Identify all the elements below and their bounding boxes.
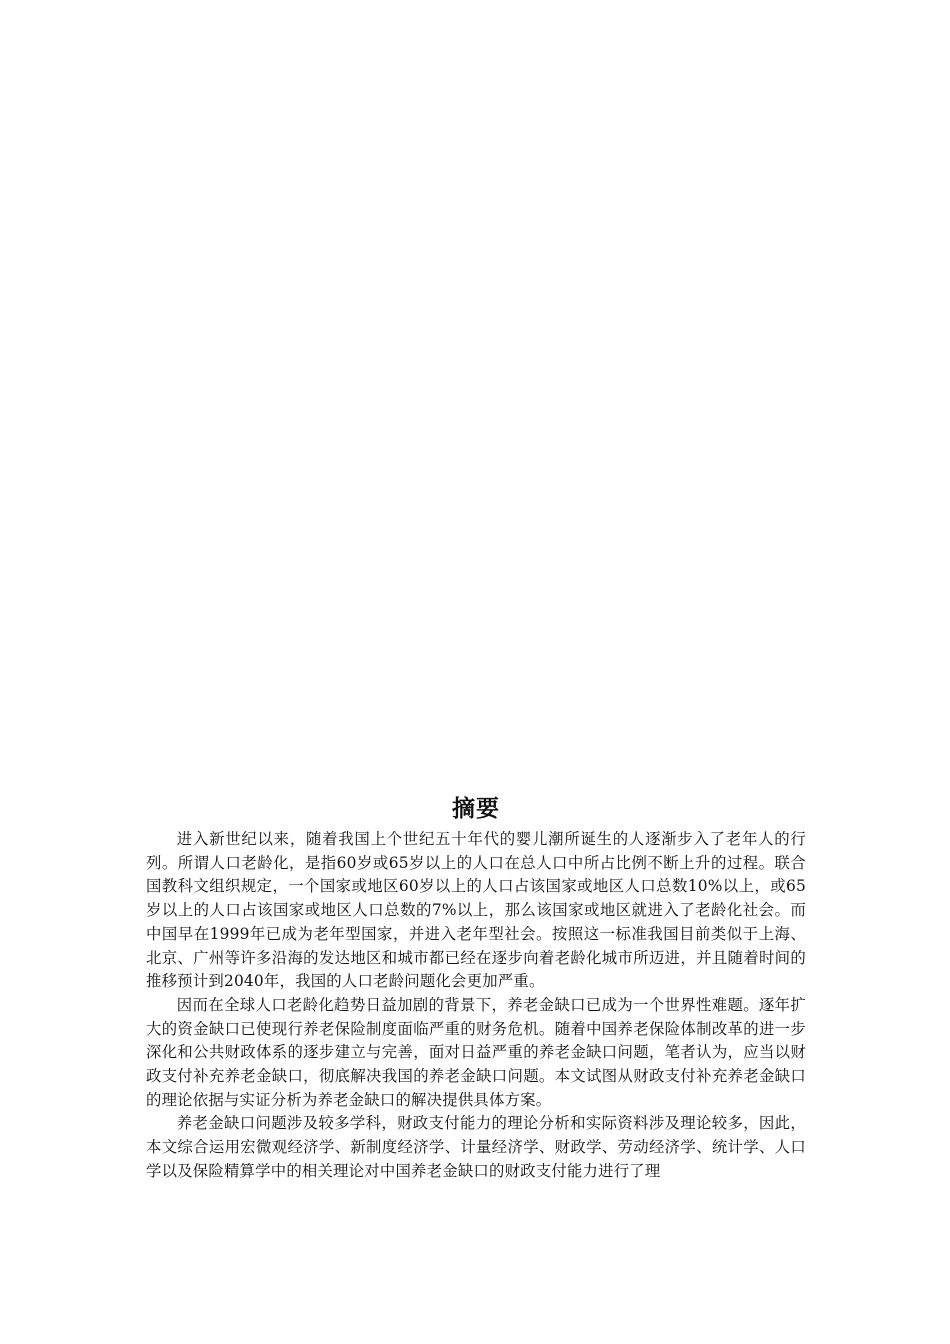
abstract-title: 摘要 [452, 796, 500, 822]
abstract-paragraph-3: 养老金缺口问题涉及较多学科，财政支付能力的理论分析和实际资料涉及理论较多，因此，本文综合运用宏微观经济学、新制度经济学、计量经济学、财政学、劳动经济学、统计学、人口学以及保险精算学中的相关理论对中国养老金缺口的财政支付能力进行了理 [146, 1114, 806, 1180]
abstract-paragraph-1: 进入新世纪以来，随着我国上个世纪五十年代的婴儿潮所诞生的人逐渐步入了老年人的行列。所谓人口老龄化，是指60岁或65岁以上的人口在总人口中所占比例不断上升的过程。联合国教科文组织规定，一个国家或地区60岁以上的人口占该国家或地区人口总数10%以上，或65岁以上的人口占该国家或地区人口总数的7%以上，那么该国家或地区就进入了老龄化社会。而中国早在1999年已成为老年型国家，并进入老年型社会。按照这一标准我国目前类似于上海、北京、广州等许多沿海的发达地区和城市都已经在逐步向着老龄化城市所迈进，并且随着时间的推移预计到2040年，我国的人口老龄问题化会更加严重。 [146, 830, 806, 991]
abstract-section [146, 792, 806, 1184]
abstract-paragraph-2: 因而在全球人口老龄化趋势日益加剧的背景下，养老金缺口已成为一个世界性难题。逐年扩大的资金缺口已使现行养老保险制度面临严重的财务危机。随着中国养老保险体制改革的进一步深化和公共财政体系的逐步建立与完善，面对日益严重的养老金缺口问题，笔者认为，应当以财政支付补充养老金缺口，彻底解决我国的养老金缺口问题。本文试图从财政支付补充养老金缺口的理论依据与实证分析为养老金缺口的解决提供具体方案。 [146, 995, 806, 1109]
